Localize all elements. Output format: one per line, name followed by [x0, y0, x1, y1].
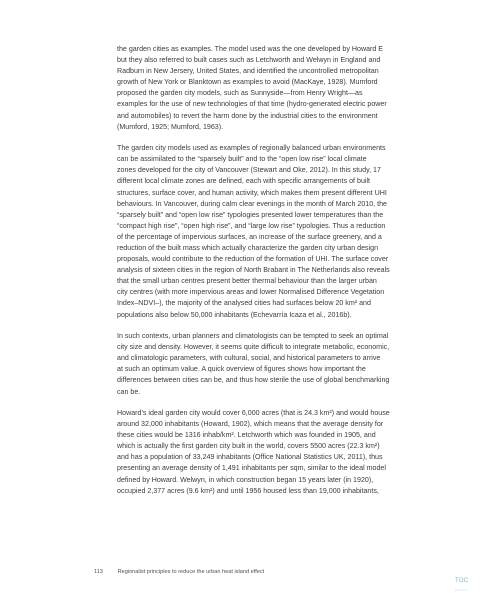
text-line: can be assimilated to the “sparsely built” and to the “open low rise” local climate [117, 155, 367, 164]
text-line: growth of New York or Blanktown as examples to avoid (MacKaye, 1928). Mumford [117, 78, 378, 87]
text-line: structures, surface cover, and human activity, which makes them present different UHI [117, 188, 387, 197]
text-line: of the percentage of impervious surfaces, an increase of the surface greenery, and a [117, 232, 382, 241]
text-line: around 32,000 inhabitants (Howard, 1902), which means that the average density for [117, 420, 384, 429]
text-line: “compact high rise”, “open high rise”, and “large low rise” typologies. Thus a reduction [117, 221, 386, 230]
paragraph [117, 143, 427, 321]
running-title: Regionalist principles to reduce the urban heat island effect [117, 569, 265, 575]
text-line: and has a population of 33,249 inhabitants (Office National Statistics UK, 2011), thus [117, 453, 383, 462]
text-line: different local climate zones are defined, each with specific arrangements of built [117, 177, 371, 186]
text-line: defined by Howard. Welwyn, in which construction began 15 years later (in 1920), [117, 475, 374, 484]
text-line: proposed the garden city models, such as Sunnyside—from Henry Wright—as [117, 89, 363, 98]
toc-link[interactable]: TOC [455, 578, 469, 584]
text-line: behaviours. In Vancouver, during calm clear evenings in the month of March 2010, the [117, 199, 387, 208]
text-line: that the small urban centres present better thermal behaviour than the larger urban [117, 277, 377, 286]
text-line: these cities would be 1316 inhab/km². Letchworth which was founded in 1905, and [117, 431, 376, 440]
paragraph [117, 331, 427, 398]
text-line: The garden city models used as examples of regionally balanced urban environments [117, 144, 386, 153]
text-line: reduction of the built mass which actually characterize the garden city urban design [117, 243, 379, 252]
body-text [117, 44, 427, 507]
page-footer [94, 569, 264, 575]
text-line: city size and density. However, it seems quite difficult to integrate metabolic, economic, [117, 343, 390, 352]
text-line: examples for the use of new technologies of that time (hydro-generated electric power [117, 100, 387, 109]
text-line: occupied 2,377 acres (9.6 km²) and until 1956 housed less than 19,000 inhabitants, [117, 486, 379, 495]
text-line: city centres (with more impervious areas and lower Normalised Difference Vegetation [117, 288, 385, 297]
text-line: analysis of sixteen cities in the region of North Brabant in The Netherlands also reveals [117, 266, 390, 275]
text-line: can be. [117, 387, 141, 396]
text-line: Radburn in New Jersery, United States, and identified the uncontrolled metropolitan [117, 67, 379, 76]
text-line: Index–NDVI–), the majority of the analysed cities had surfaces below 20 km² and [117, 299, 371, 308]
page-number: 113 [94, 569, 103, 575]
text-line: proposals, would contribute to the reduction of the formation of UHI. The surface cover [117, 255, 389, 264]
text-line: and climatologic parameters, with cultural, social, and historical parameters to arrive [117, 354, 381, 363]
text-line: which is actually the first garden city built in the world, covers 5500 acres (22.3 km²) [117, 442, 380, 451]
text-line: at such an optimum value. A quick overview of figures shows how important the [117, 365, 366, 374]
text-line: and automobiles) to revert the harm done by the industrial cities to the environment [117, 111, 378, 120]
text-line: but they also referred to built cases such as Letchworth and Welwyn in England and [117, 56, 381, 65]
text-line: (Mumford, 1925; Mumford, 1963). [117, 122, 224, 131]
text-line: differences between cities can be, and thus how sterile the use of global benchmarking [117, 376, 390, 385]
text-line: Howard’s ideal garden city would cover 6,000 acres (that is 24.3 km²) and would house [117, 408, 390, 417]
paragraph [117, 408, 427, 497]
toc-dots-icon: •••••• [455, 587, 468, 592]
text-line: “sparsely built” and “open low rise” typologies presented lower temperatures than the [117, 210, 384, 219]
text-line: the garden cities as examples. The model used was the one developed by Howard E [117, 45, 384, 53]
text-line: In such contexts, urban planners and climatologists can be tempted to seek an optimal [117, 332, 389, 341]
text-line: zones developed for the city of Vancouver (Stewart and Oke, 2012). In this study, 17 [117, 166, 381, 175]
text-line: populations also below 50,000 inhabitants (Echevarría Icaza et al., 2016b). [117, 310, 352, 319]
paragraph [117, 44, 427, 133]
text-line: presenting an average density of 1,491 inhabitants per sqm, similar to the ideal model [117, 464, 386, 473]
